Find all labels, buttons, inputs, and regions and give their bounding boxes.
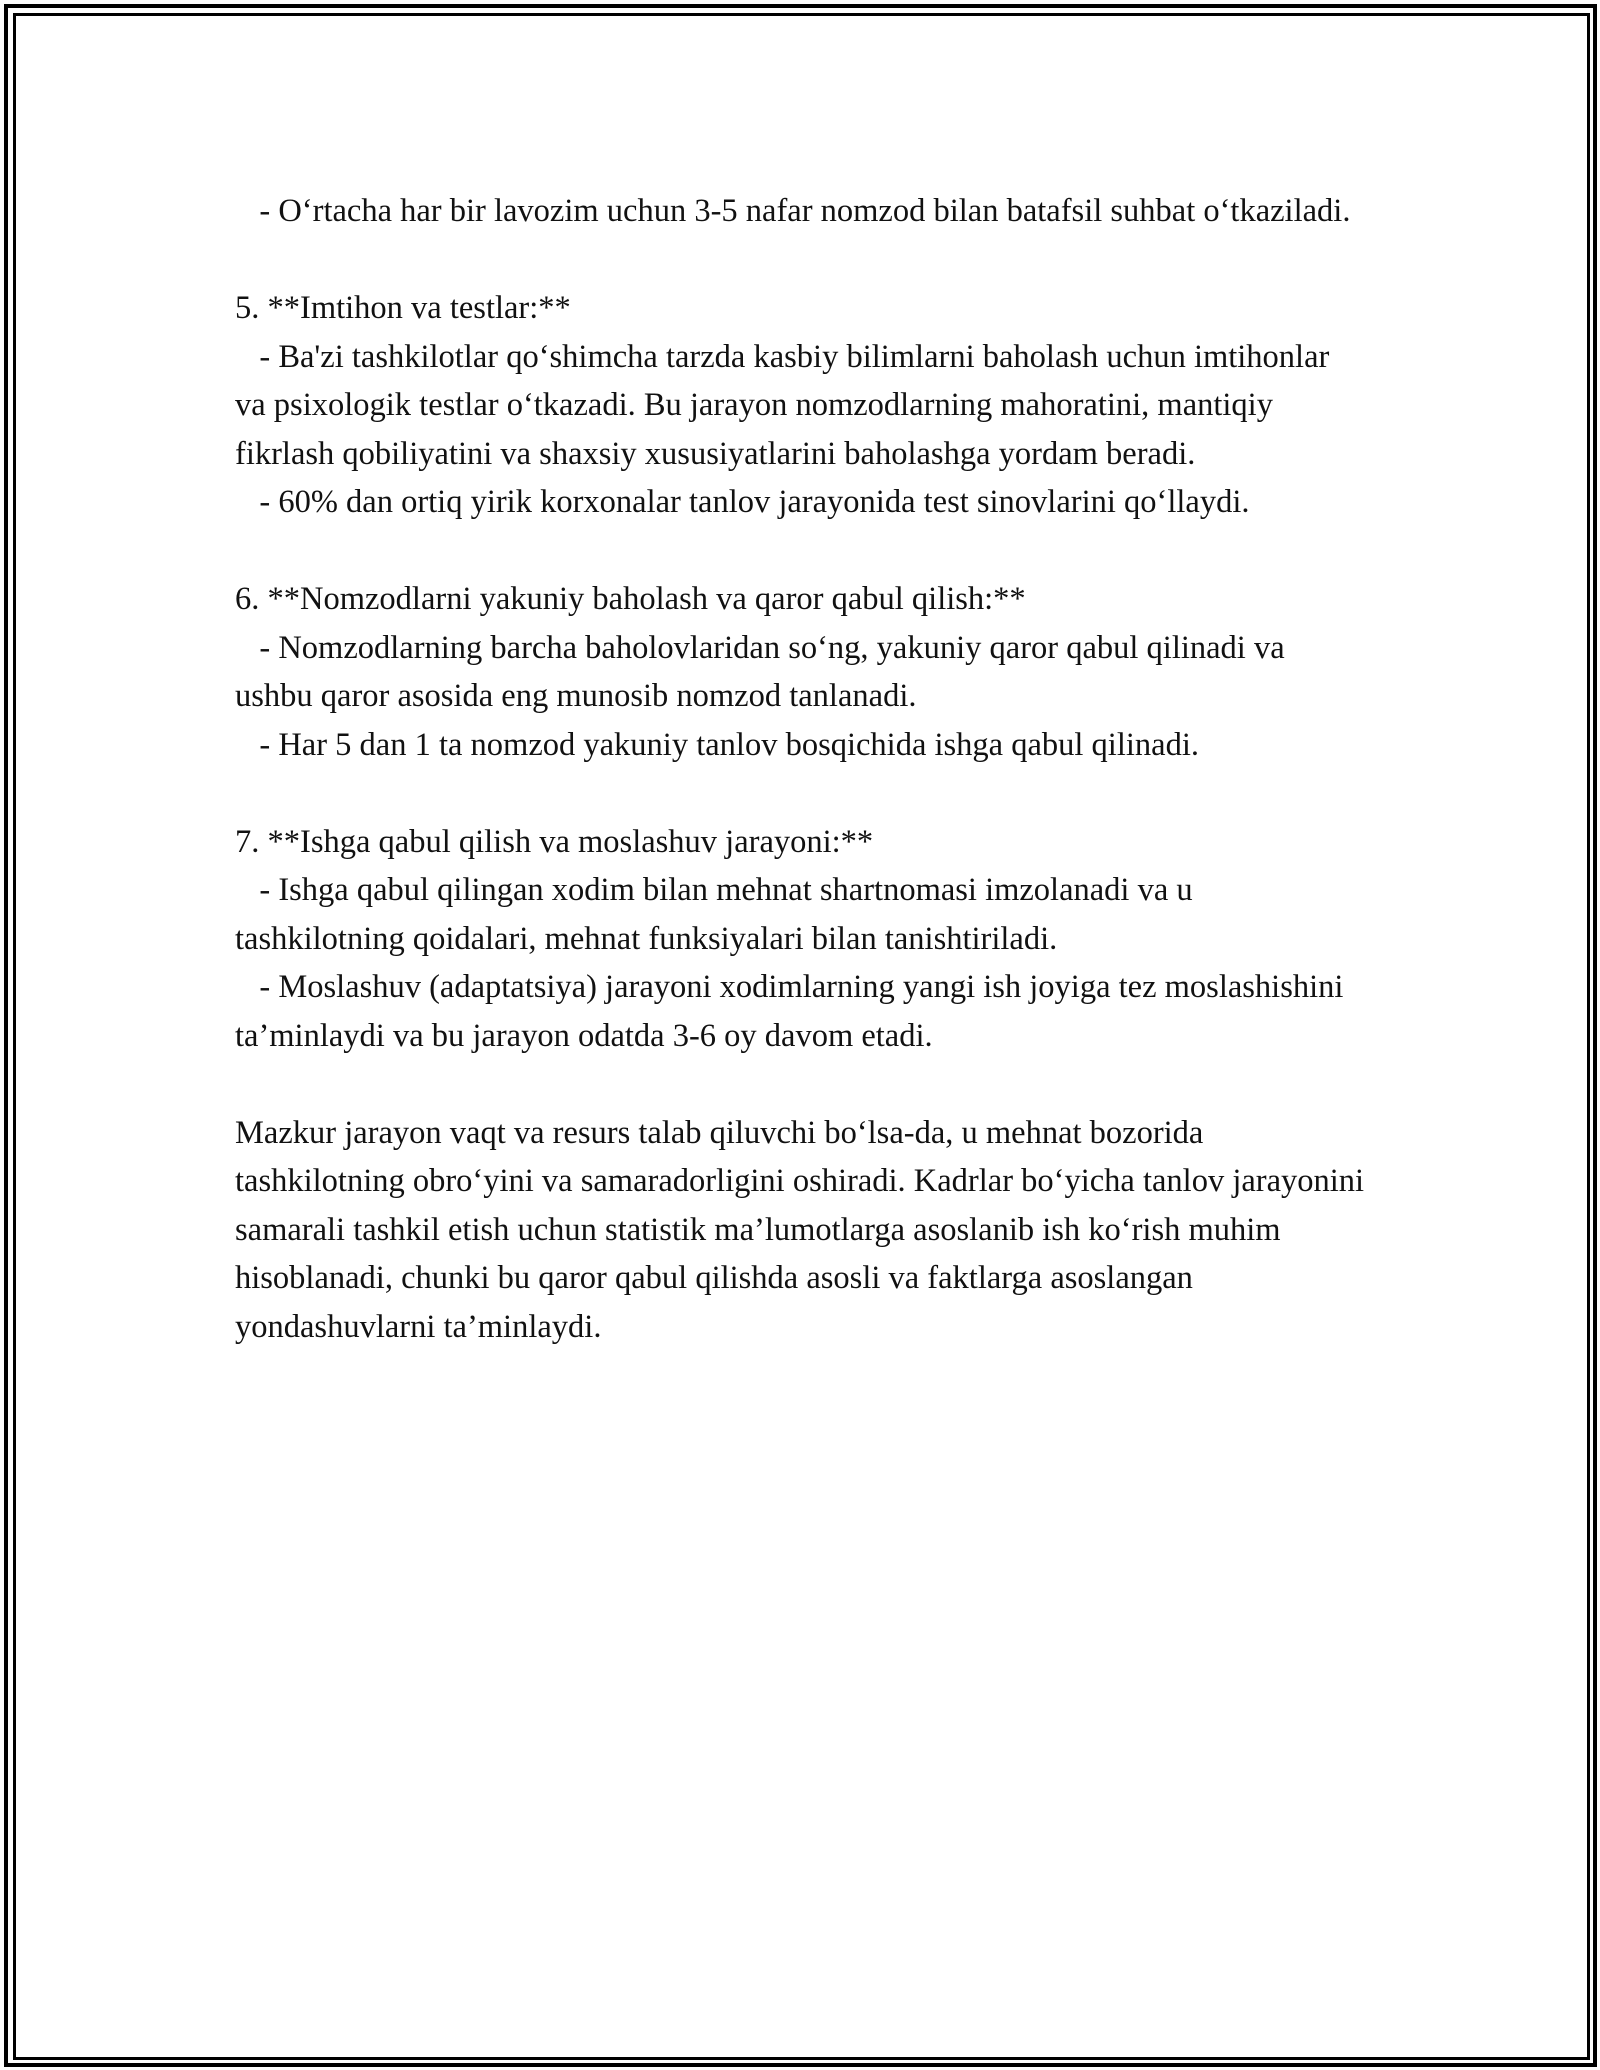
paragraph-gap [235, 769, 1365, 818]
section-5-heading: 5. **Imtihon va testlar:** [235, 290, 571, 326]
section-5-bullet-1: - Ba'zi tashkilotlar qo‘shimcha tarzda kasbiy bilimlarni baholash uchun imtihonlar va psixologik testlar o‘tkazadi. Bu jarayon nomzodlarning mahoratini, mantiqiy fikrlash qobiliyatini va shaxsiy xususiyatlarini baholashga yordam beradi. [235, 338, 1338, 472]
section-6-bullet-1: - Nomzodlarning barcha baholovlaridan so‘ng, yakuniy qaror qabul qilinadi va ushbu qaror asosida eng munosib nomzod tanlanadi. [235, 629, 1293, 714]
paragraph-gap [235, 1060, 1365, 1109]
conclusion-paragraph: Mazkur jarayon vaqt va resurs talab qiluvchi bo‘lsa-da, u mehnat bozorida tashkilotning obro‘yini va samaradorligini oshiradi. Kadrlar bo‘yicha tanlov jarayonini samarali tashkil etish uchun statistik ma’lumotlarga asoslanib ish ko‘rish muhim hisoblanadi, chunki bu qaror qabul qilishda asosli va faktlarga asoslangan yondashuvlarni ta’minlaydi. [235, 1114, 1373, 1345]
section-7-heading: 7. **Ishga qabul qilish va moslashuv jarayoni:** [235, 823, 874, 860]
paragraph-gap [235, 527, 1365, 576]
section-7-bullet-2: - Moslashuv (adaptatsiya) jarayoni xodimlarning yangi ish joyiga tez moslashishini ta’minlaydi va bu jarayon odatda 3-6 oy davom etadi. [235, 969, 1352, 1054]
section-6-heading: 6. **Nomzodlarni yakuniy baholash va qaror qabul qilish:** [235, 581, 1026, 617]
section-6-bullet-2: - Har 5 dan 1 ta nomzod yakuniy tanlov bosqichida ishga qabul qilinadi. [235, 726, 1199, 763]
paragraph-gap [235, 236, 1365, 285]
section-7-bullet-1: - Ishga qabul qilingan xodim bilan mehnat shartnomasi imzolanadi va u tashkilotning qoidalari, mehnat funksiyalari bilan tanishtiriladi. [235, 872, 1201, 957]
interview-bullet: - O‘rtacha har bir lavozim uchun 3-5 nafar nomzod bilan batafsil suhbat o‘tkaziladi. [235, 193, 1351, 229]
document-body [235, 187, 1373, 1351]
section-5-bullet-2: - 60% dan ortiq yirik korxonalar tanlov jarayonida test sinovlarini qo‘llaydi. [235, 484, 1250, 520]
